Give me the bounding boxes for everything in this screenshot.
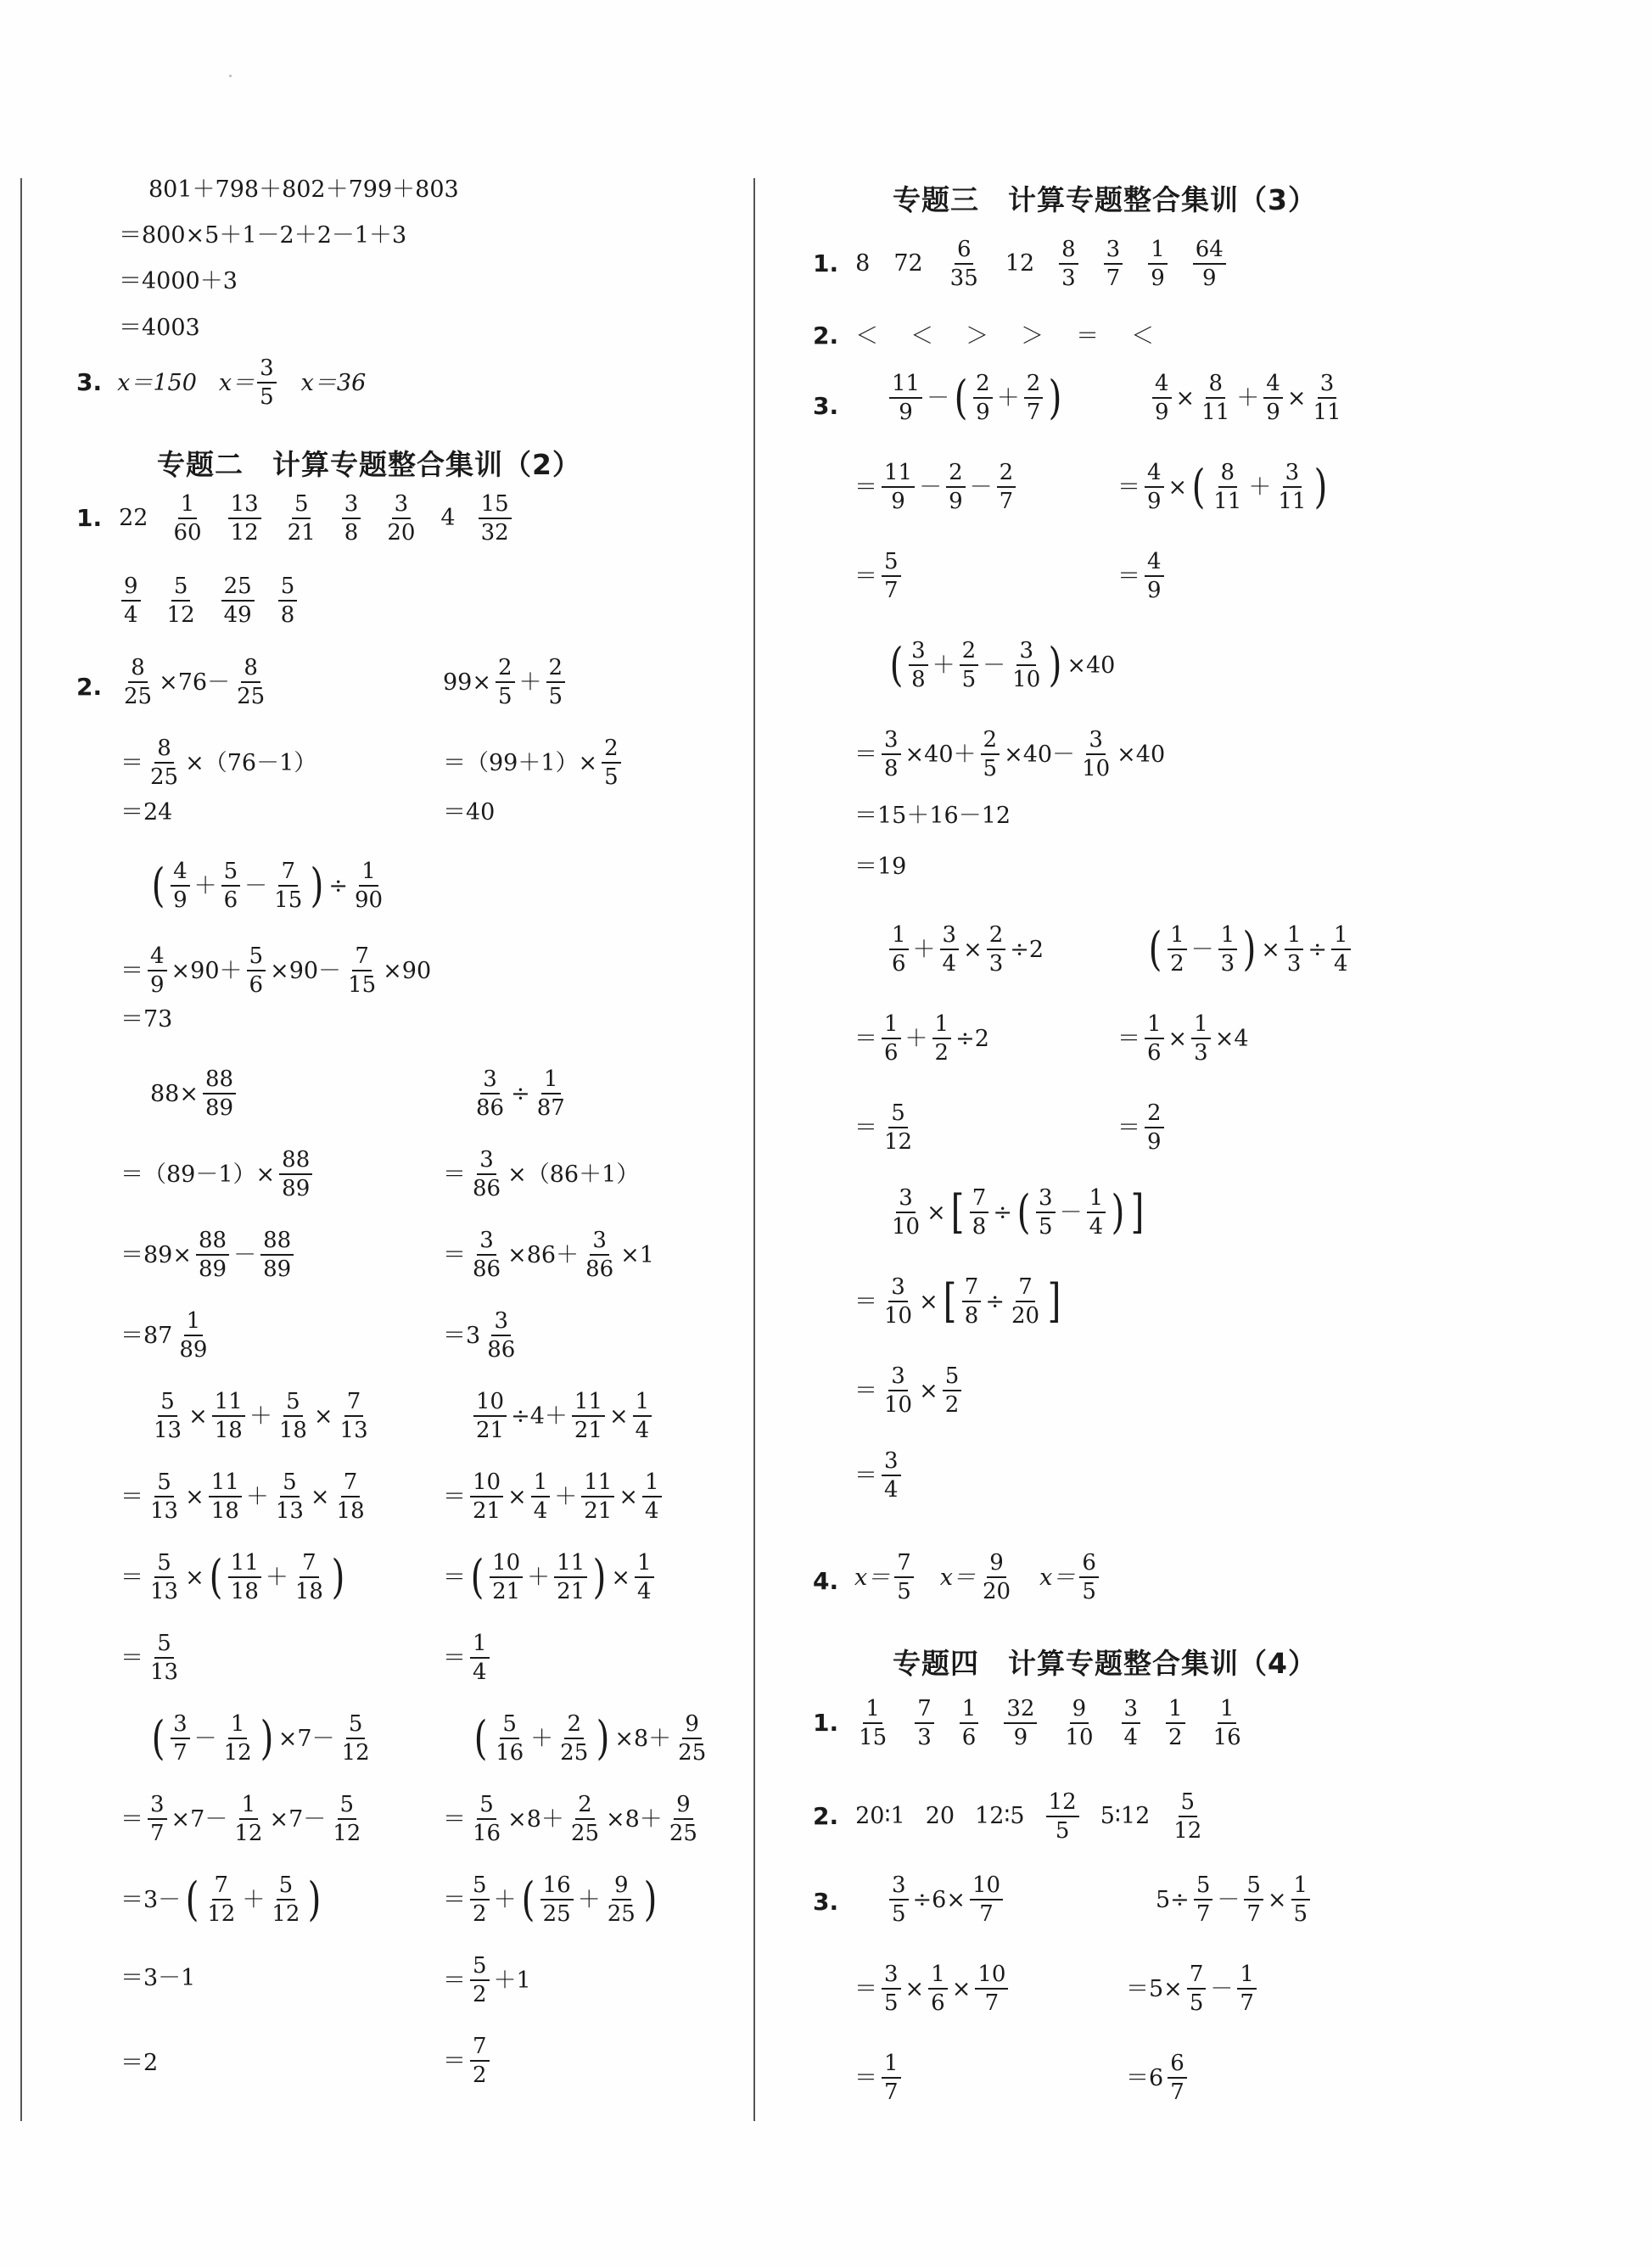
fraction: $\frac{1}{16}$ [1212, 1696, 1241, 1751]
fraction: $\frac{5}{12}$ [341, 1711, 370, 1766]
fraction: $\frac{5}{7}$ [1194, 1873, 1213, 1926]
math-expression: ＝ $\frac{5}{12}$ [853, 1101, 917, 1154]
s3q3-label [813, 392, 854, 420]
math-expression: 88× $\frac{88}{89}$ [148, 1067, 238, 1120]
value: 20∶1 [855, 1802, 905, 1829]
fraction: $\frac{5}{2}$ [470, 1873, 490, 1926]
fraction: $\frac{6}{35}$ [949, 237, 978, 292]
fraction: $\frac{3}{7}$ [148, 1793, 167, 1845]
fraction: $\frac{5}{7}$ [882, 550, 901, 602]
value: ＝ [1076, 322, 1100, 350]
math-expression: ＝ $\frac{2}{9}$ [1116, 1101, 1167, 1154]
value: ＜ [855, 322, 879, 350]
math-expression: ＝3－1 [120, 1965, 196, 1991]
value: 12∶5 [975, 1802, 1025, 1829]
fraction: $\frac{25}{49}$ [221, 574, 255, 627]
fraction: $\frac{7}{8}$ [970, 1186, 989, 1239]
value: ＜ [910, 322, 934, 350]
math-expression: ＝ $\frac{3}{86}$ ×（86＋1） [443, 1147, 640, 1202]
math-expression: ＝ $\frac{3}{4}$ [853, 1449, 904, 1502]
question-number: 3. [813, 1888, 839, 1916]
math-expression: ( $\frac{1}{2}$ － $\frac{1}{3}$ ) × $\frac{1}{3}$ ÷ $\frac{1}{4}$ [1145, 923, 1353, 976]
value: 22 [119, 504, 148, 531]
q3-answers [76, 356, 366, 409]
math-expression: ＝5× $\frac{7}{5}$ － $\frac{1}{7}$ [1124, 1962, 1259, 2015]
math-expression: ＝ $\frac{1}{7}$ [853, 2051, 904, 2104]
math-expression: ＝15＋16－12 [854, 803, 1011, 829]
question-number: 3. [76, 368, 103, 397]
math-expression: $\frac{3}{86}$ ÷ $\frac{1}{87}$ [471, 1067, 570, 1120]
fraction: $\frac{7}{5}$ [894, 1551, 914, 1604]
math-expression: ＝ $\frac{7}{2}$ [441, 2035, 492, 2087]
math-expression: ＝ $\frac{8}{25}$ ×（76－1） [120, 736, 317, 791]
s4q1-row [813, 1697, 1246, 1749]
answer: x＝150 [117, 369, 197, 396]
fraction: $\frac{5}{6}$ [247, 944, 266, 997]
fraction: $\frac{3}{4}$ [882, 1449, 901, 1502]
fraction: $\frac{9}{4}$ [121, 574, 141, 627]
math-expression: x＝ $\frac{7}{5}$ x＝ $\frac{9}{20}$ x＝ $\frac{6}{5}$ [853, 1551, 1101, 1604]
value: ＜ [1131, 322, 1155, 350]
fraction: $\frac{1}{4}$ [1087, 1186, 1106, 1239]
pencil-mark [229, 75, 232, 77]
math-expression: ＝ $\frac{3}{86}$ ×86＋ $\frac{3}{86}$ ×1 [443, 1228, 654, 1283]
math-expression: ＝2 [120, 2050, 159, 2076]
math-expression: $\frac{3}{10}$ × [ $\frac{7}{8}$ ÷ ( $\frac{3}{5}$ － $\frac{1}{4}$ ) ] [887, 1186, 1147, 1239]
fraction: $\frac{7}{8}$ [962, 1275, 982, 1328]
intro-line-1: 801＋798＋802＋799＋803 [148, 176, 459, 203]
fraction: $\frac{1}{2}$ [1166, 1697, 1185, 1749]
fraction: $\frac{5}{12}$ [333, 1792, 361, 1847]
fraction: $\frac{3}{86}$ [473, 1228, 501, 1283]
math-expression: ＝ $\frac{3}{10}$ × [ $\frac{7}{8}$ ÷ $\frac{7}{20}$ ] [854, 1274, 1061, 1329]
fraction: $\frac{10}{21}$ [470, 1470, 503, 1523]
fraction: $\frac{88}{89}$ [196, 1229, 229, 1281]
math-expression: ( $\frac{3}{8}$ ＋ $\frac{2}{5}$ － $\frac{3}{10}$ ) ×40 [889, 638, 1116, 693]
math-expression: ＝ $\frac{10}{21}$ × $\frac{1}{4}$ ＋ $\frac{11}{21}$ × $\frac{1}{4}$ [441, 1470, 664, 1523]
fraction: $\frac{1}{9}$ [1148, 238, 1168, 290]
fraction: $\frac{9}{25}$ [669, 1792, 697, 1847]
fraction: $\frac{2}{25}$ [570, 1792, 599, 1847]
section-heading-3: 专题三 计算专题整合集训（3） [893, 183, 1317, 216]
fraction: $\frac{3}{7}$ [171, 1712, 190, 1765]
value: 12 [1005, 249, 1035, 277]
fraction: $\frac{5}{12}$ [884, 1100, 913, 1156]
fraction: $\frac{4}{9}$ [1145, 461, 1164, 513]
fraction: $\frac{3}{86}$ [476, 1066, 505, 1122]
value: 4 [440, 504, 456, 531]
fraction: $\frac{5}{13}$ [150, 1469, 179, 1525]
fraction: $\frac{8}{25}$ [237, 655, 266, 710]
fraction: $\frac{5}{12}$ [1173, 1789, 1202, 1844]
fraction: $\frac{1}{3}$ [1218, 923, 1238, 976]
fraction: $\frac{1}{6}$ [889, 923, 909, 976]
math-expression: ＝3－ ( $\frac{7}{12}$ ＋ $\frac{5}{12}$ ) [120, 1872, 322, 1928]
s3q1-row [813, 238, 1229, 290]
intro-line-4: ＝4003 [119, 315, 200, 341]
fraction: $\frac{3}{86}$ [473, 1147, 501, 1202]
s2q1-row2 [119, 574, 300, 627]
question-number: 1. [813, 1709, 839, 1738]
fraction: $\frac{3}{8}$ [342, 492, 361, 545]
fraction: $\frac{1}{89}$ [179, 1308, 208, 1363]
fraction: $\frac{3}{20}$ [387, 491, 416, 546]
fraction: $\frac{3}{10}$ [1012, 638, 1041, 693]
value: 5∶12 [1100, 1802, 1151, 1829]
intro-line-2: ＝800×5＋1－2＋2－1＋3 [119, 222, 407, 249]
fraction: $\frac{3}{11}$ [1313, 371, 1341, 426]
fraction: $\frac{11}{18}$ [212, 1390, 245, 1442]
fraction: $\frac{5}{12}$ [272, 1872, 300, 1928]
value: 72 [893, 249, 923, 277]
fraction: $\frac{1}{60}$ [173, 491, 202, 546]
math-expression: ＝ $\frac{1}{4}$ [441, 1632, 492, 1684]
fraction: $\frac{1}{15}$ [859, 1696, 888, 1751]
math-expression: ＝ $\frac{11}{9}$ － $\frac{2}{9}$ － $\frac{2}{7}$ [853, 461, 1018, 513]
fraction: $\frac{11}{9}$ [889, 372, 922, 424]
fraction: $\frac{4}{9}$ [1263, 372, 1283, 424]
fraction: $\frac{1}{6}$ [882, 1012, 901, 1065]
fraction: $\frac{10}{21}$ [473, 1390, 507, 1442]
math-expression: ( $\frac{4}{9}$ ＋ $\frac{5}{6}$ － $\frac{7}{15}$ ) ÷ $\frac{1}{90}$ [148, 859, 388, 912]
fraction: $\frac{5}{8}$ [278, 574, 298, 627]
fraction: $\frac{10}{7}$ [970, 1873, 1003, 1926]
fraction: $\frac{15}{32}$ [479, 492, 512, 545]
fraction: $\frac{2}{3}$ [987, 923, 1006, 976]
fraction: $\frac{5}{16}$ [473, 1792, 501, 1847]
value: ＞ [1021, 322, 1044, 350]
fraction: $\frac{3}{5}$ [882, 1962, 901, 2015]
fraction: $\frac{7}{12}$ [207, 1872, 236, 1928]
math-expression: ＝ $\frac{5}{2}$ ＋1 [443, 1953, 531, 2008]
fraction: $\frac{3}{8}$ [882, 728, 901, 781]
answer: x＝36 [300, 369, 367, 396]
math-expression: ( $\frac{3}{7}$ － $\frac{1}{12}$ ) ×7－ $\frac{5}{12}$ [148, 1712, 375, 1765]
fraction: $\frac{3}{10}$ [884, 1274, 913, 1329]
fraction: $\frac{2}{25}$ [560, 1711, 589, 1766]
fraction: $\frac{3}{5}$ [257, 356, 277, 409]
math-expression: ＝ $\frac{5}{16}$ ×8＋ $\frac{2}{25}$ ×8＋ $\frac{9}{25}$ [441, 1793, 703, 1845]
fraction: $\frac{9}{20}$ [983, 1550, 1011, 1605]
fraction: $\frac{10}{21}$ [490, 1551, 523, 1604]
fraction: $\frac{6}{7}$ [1168, 2051, 1187, 2104]
fraction: $\frac{5}{18}$ [278, 1389, 307, 1444]
fraction: $\frac{16}{25}$ [540, 1873, 574, 1926]
value: 8 [855, 249, 871, 277]
fraction: $\frac{3}{5}$ [1036, 1186, 1056, 1239]
fraction: $\frac{7}{3}$ [915, 1697, 934, 1749]
math-expression: ＝ $\frac{1}{6}$ ＋ $\frac{1}{2}$ ÷2 [854, 1011, 989, 1066]
math-expression: $\frac{10}{21}$ ÷4＋ $\frac{11}{21}$ × $\frac{1}{4}$ [471, 1390, 654, 1442]
fraction: $\frac{5}{2}$ [470, 1954, 490, 2007]
question-number: 3. [813, 392, 839, 420]
fraction: $\frac{12}{5}$ [1046, 1790, 1079, 1843]
question-number: 1. [813, 249, 839, 278]
fraction: $\frac{5}{13}$ [150, 1631, 179, 1686]
fraction: $\frac{1}{6}$ [1145, 1012, 1164, 1065]
column-divider [753, 178, 755, 2121]
fraction: $\frac{7}{18}$ [294, 1550, 323, 1605]
question-number: 2. [76, 673, 103, 701]
fraction: $\frac{7}{20}$ [1011, 1274, 1040, 1329]
fraction: $\frac{7}{13}$ [339, 1389, 368, 1444]
math-expression: ＝ ( $\frac{10}{21}$ ＋ $\frac{11}{21}$ ) × $\frac{1}{4}$ [441, 1551, 657, 1604]
math-expression: $\frac{4}{9}$ × $\frac{8}{11}$ ＋ $\frac{4}{9}$ × $\frac{3}{11}$ [1150, 372, 1347, 424]
fraction: $\frac{5}{7}$ [1244, 1873, 1263, 1926]
answer: x＝ [218, 369, 255, 396]
intro-line-3: ＝4000＋3 [119, 268, 238, 294]
fraction: $\frac{1}{12}$ [234, 1792, 263, 1847]
fraction: $\frac{10}{7}$ [975, 1962, 1008, 2015]
fraction: $\frac{1}{7}$ [882, 2051, 901, 2104]
s2q1-row1 [76, 492, 514, 545]
fraction: $\frac{3}{5}$ [889, 1873, 909, 1926]
value: 20 [925, 1802, 955, 1829]
fraction: $\frac{4}{9}$ [171, 859, 190, 912]
math-expression: ( $\frac{5}{16}$ ＋ $\frac{2}{25}$ ) ×8＋ $\frac{9}{25}$ [471, 1712, 711, 1765]
fraction: $\frac{3}{11}$ [1278, 460, 1307, 515]
fraction: $\frac{2}{5}$ [960, 639, 979, 691]
question-number: 1. [76, 504, 103, 533]
fraction: $\frac{1}{6}$ [928, 1962, 948, 2015]
fraction: $\frac{6}{5}$ [1079, 1551, 1099, 1604]
fraction: $\frac{7}{5}$ [1187, 1962, 1207, 2015]
fraction: $\frac{3}{10}$ [892, 1185, 921, 1240]
fraction: $\frac{5}{6}$ [221, 859, 241, 912]
fraction: $\frac{1}{4}$ [633, 1390, 652, 1442]
fraction: $\frac{8}{3}$ [1059, 238, 1078, 290]
fraction: $\frac{1}{2}$ [932, 1012, 952, 1065]
fraction: $\frac{32}{9}$ [1004, 1697, 1037, 1749]
math-expression: ＝ $\frac{5}{7}$ [853, 550, 904, 602]
fraction: $\frac{5}{13}$ [275, 1469, 304, 1525]
math-expression: ＝ $\frac{4}{9}$ × ( $\frac{8}{11}$ ＋ $\frac{3}{11}$ ) [1117, 460, 1328, 515]
fraction: $\frac{5}{16}$ [496, 1711, 524, 1766]
s4q2-row [813, 1790, 1207, 1843]
math-expression: $\frac{11}{9}$ － ( $\frac{2}{9}$ ＋ $\frac{2}{7}$ ) [887, 372, 1065, 424]
fraction: $\frac{5}{12}$ [166, 574, 195, 629]
fraction: $\frac{13}{12}$ [228, 492, 261, 545]
math-expression: ＝（89－1）× $\frac{88}{89}$ [119, 1148, 315, 1201]
fraction: $\frac{5}{2}$ [943, 1364, 962, 1417]
fraction: $\frac{5}{13}$ [154, 1389, 182, 1444]
math-expression: ＝89× $\frac{88}{89}$ － $\frac{88}{89}$ [119, 1229, 296, 1281]
fraction: $\frac{2}{9}$ [1145, 1101, 1164, 1154]
math-expression: ＝73 [120, 1006, 173, 1033]
fraction: $\frac{1}{12}$ [223, 1711, 252, 1766]
fraction: $\frac{2}{7}$ [997, 461, 1016, 513]
fraction: $\frac{11}{21}$ [554, 1551, 587, 1604]
fraction: $\frac{1}{3}$ [1191, 1012, 1211, 1065]
fraction: $\frac{3}{8}$ [909, 639, 928, 691]
fraction: $\frac{4}{9}$ [1152, 372, 1172, 424]
fraction: $\frac{3}{4}$ [940, 923, 960, 976]
fraction: $\frac{1}{4}$ [642, 1470, 662, 1523]
math-expression: ＝ $\frac{5}{13}$ × ( $\frac{11}{18}$ ＋ $\frac{7}{18}$ ) [120, 1550, 345, 1605]
fraction: $\frac{64}{9}$ [1193, 238, 1226, 290]
fraction: $\frac{9}{25}$ [607, 1872, 636, 1928]
math-expression: ＝6 $\frac{6}{7}$ [1124, 2051, 1190, 2104]
question-number: 2. [813, 322, 839, 350]
math-expression: ＝ $\frac{5}{13}$ × $\frac{11}{18}$ ＋ $\frac{5}{13}$ × $\frac{7}{18}$ [119, 1470, 370, 1523]
math-expression: ＝3 $\frac{3}{86}$ [441, 1309, 520, 1362]
fraction: $\frac{3}{86}$ [487, 1308, 516, 1363]
fraction: $\frac{88}{89}$ [203, 1067, 236, 1120]
fraction: $\frac{3}{10}$ [1082, 727, 1111, 782]
fraction: $\frac{3}{86}$ [585, 1228, 614, 1283]
math-expression: ＝19 [854, 854, 907, 880]
fraction: $\frac{3}{7}$ [1104, 238, 1123, 290]
section-heading-2: 专题二 计算专题整合集训（2） [157, 448, 581, 481]
fraction: $\frac{2}{5}$ [602, 736, 621, 789]
fraction: $\frac{8}{11}$ [1201, 371, 1230, 426]
math-expression: 99× $\frac{2}{5}$ ＋ $\frac{2}{5}$ [441, 656, 568, 708]
fraction: $\frac{4}{9}$ [1145, 550, 1164, 602]
math-expression: $\frac{8}{25}$ ×76－ $\frac{8}{25}$ [119, 656, 270, 708]
fraction: $\frac{2}{9}$ [946, 461, 966, 513]
fraction: $\frac{1}{4}$ [470, 1632, 490, 1684]
fraction: $\frac{8}{11}$ [1213, 460, 1242, 515]
fraction: $\frac{11}{18}$ [228, 1551, 261, 1604]
fraction: $\frac{1}{90}$ [354, 859, 384, 914]
s2q2-label [76, 675, 117, 699]
fraction: $\frac{2}{7}$ [1024, 372, 1044, 424]
fraction: $\frac{1}{4}$ [1331, 923, 1351, 976]
question-number: 2. [813, 1802, 839, 1831]
fraction: $\frac{7}{18}$ [336, 1469, 365, 1525]
math-expression: $\frac{5}{13}$ × $\frac{11}{18}$ ＋ $\frac{5}{18}$ × $\frac{7}{13}$ [148, 1390, 373, 1442]
math-expression: 5÷ $\frac{5}{7}$ － $\frac{5}{7}$ × $\frac{1}{5}$ [1154, 1873, 1313, 1926]
fraction: $\frac{7}{2}$ [470, 2035, 490, 2087]
fraction: $\frac{1}{3}$ [1285, 923, 1304, 976]
fraction: $\frac{11}{9}$ [882, 461, 915, 513]
math-expression: ＝ $\frac{1}{6}$ × $\frac{1}{3}$ ×4 [1117, 1011, 1249, 1066]
math-expression: ＝ $\frac{3}{7}$ ×7－ $\frac{1}{12}$ ×7－ $\frac{5}{12}$ [119, 1793, 366, 1845]
fraction: $\frac{1}{6}$ [960, 1697, 979, 1749]
fraction: $\frac{1}{87}$ [536, 1066, 565, 1122]
math-expression: ＝（99＋1）× $\frac{2}{5}$ [441, 736, 624, 789]
fraction: $\frac{11}{21}$ [581, 1470, 614, 1523]
fraction: $\frac{1}{2}$ [1168, 923, 1187, 976]
math-expression: ＝ $\frac{3}{8}$ ×40＋ $\frac{2}{5}$ ×40－ $\frac{3}{10}$ ×40 [854, 727, 1166, 782]
fraction: $\frac{11}{18}$ [209, 1470, 242, 1523]
math-expression: ＝ $\frac{5}{13}$ [119, 1632, 183, 1684]
fraction: $\frac{8}{25}$ [150, 736, 179, 791]
fraction: $\frac{4}{9}$ [148, 944, 167, 997]
fraction: $\frac{2}{5}$ [981, 728, 1000, 781]
math-expression: ＝ $\frac{4}{9}$ [1116, 550, 1167, 602]
fraction: $\frac{1}{4}$ [531, 1470, 551, 1523]
fraction: $\frac{11}{21}$ [572, 1390, 605, 1442]
fraction: $\frac{5}{21}$ [287, 491, 316, 546]
fraction: $\frac{88}{89}$ [260, 1229, 294, 1281]
fraction: $\frac{2}{5}$ [496, 656, 515, 708]
fraction: $\frac{3}{10}$ [884, 1363, 913, 1419]
math-expression: $\frac{3}{5}$ ÷6× $\frac{10}{7}$ [887, 1873, 1005, 1926]
math-expression: $\frac{1}{6}$ ＋ $\frac{3}{4}$ × $\frac{2}{3}$ ÷2 [887, 923, 1045, 976]
fraction: $\frac{7}{15}$ [274, 859, 303, 914]
left-margin-rule [20, 178, 22, 2121]
s3q2-row [813, 324, 1156, 348]
fraction: $\frac{9}{25}$ [678, 1711, 707, 1766]
fraction: $\frac{1}{4}$ [635, 1551, 654, 1604]
section-heading-4: 专题四 计算专题整合集训（4） [893, 1647, 1317, 1680]
math-expression: ＝ $\frac{5}{2}$ ＋ ( $\frac{16}{25}$ ＋ $\frac{9}{25}$ ) [443, 1872, 658, 1928]
fraction: $\frac{7}{15}$ [348, 943, 377, 999]
fraction: $\frac{3}{4}$ [1122, 1697, 1141, 1749]
math-expression: ＝40 [443, 799, 496, 826]
fraction: $\frac{9}{10}$ [1065, 1696, 1094, 1751]
fraction: $\frac{8}{25}$ [124, 655, 153, 710]
math-expression: ＝24 [120, 799, 173, 826]
math-expression: ＝ $\frac{3}{10}$ × $\frac{5}{2}$ [853, 1364, 964, 1417]
question-number: 4. [813, 1567, 839, 1595]
fraction: $\frac{2}{9}$ [973, 372, 993, 424]
fraction: $\frac{1}{7}$ [1237, 1962, 1257, 2015]
fraction: $\frac{5}{13}$ [150, 1550, 179, 1605]
fraction: $\frac{88}{89}$ [279, 1148, 312, 1201]
math-expression: ＝ $\frac{4}{9}$ ×90＋ $\frac{5}{6}$ ×90－ $\frac{7}{15}$ ×90 [120, 943, 432, 999]
value: ＞ [966, 322, 989, 350]
fraction: $\frac{2}{5}$ [546, 656, 566, 708]
fraction: $\frac{1}{5}$ [1291, 1873, 1311, 1926]
math-expression: ＝ $\frac{3}{5}$ × $\frac{1}{6}$ × $\frac{10}{7}$ [853, 1962, 1011, 2015]
s3q4-label [813, 1567, 854, 1595]
math-expression: ＝87 $\frac{1}{89}$ [119, 1309, 212, 1362]
s4q3-label [813, 1890, 854, 1914]
